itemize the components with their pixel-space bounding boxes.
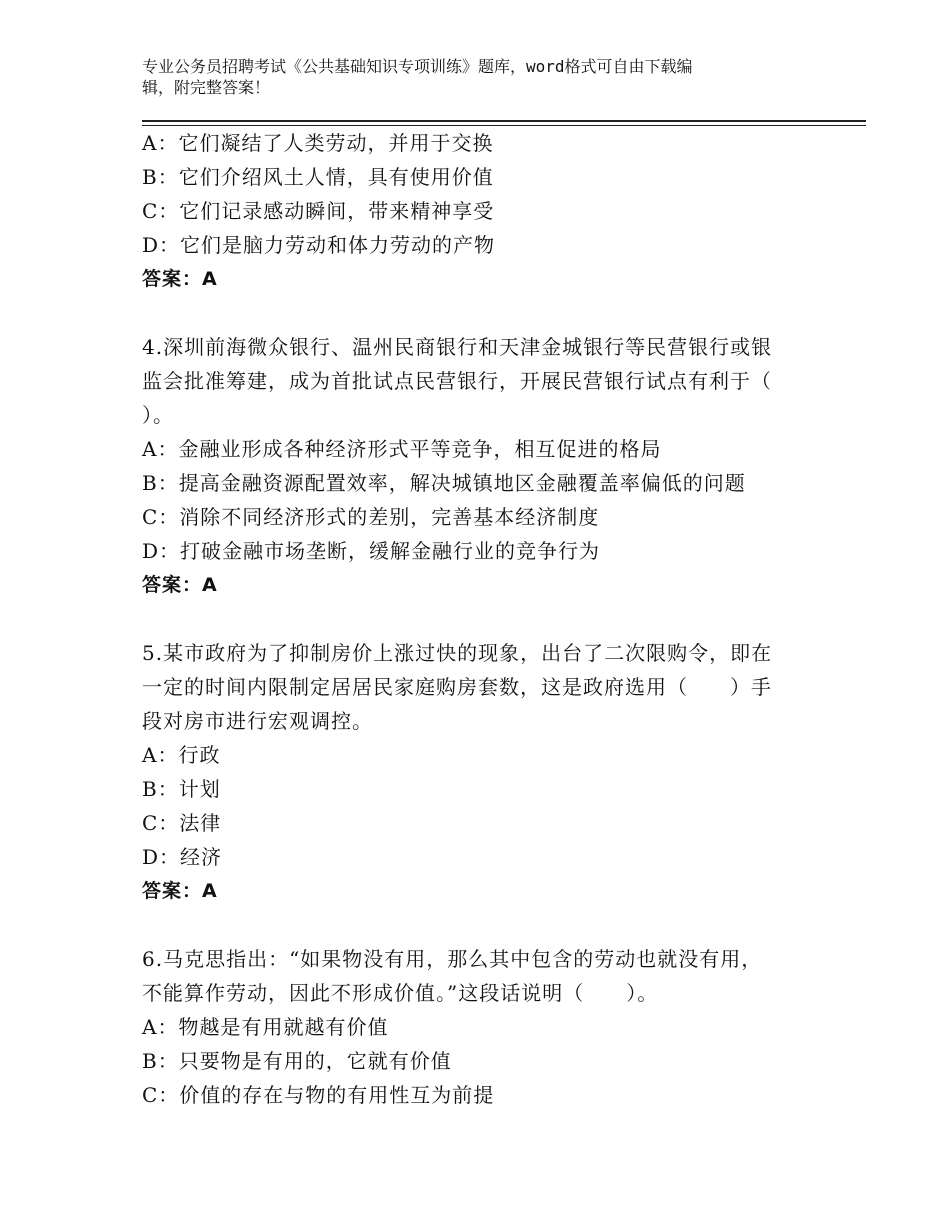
page-header [142,56,792,98]
option-a: A：物越是有用就越有价值 [142,1015,389,1039]
question-stem-line: 一定的时间内限制定居居民家庭购房套数，这是政府选用（ ）手 [142,675,772,699]
answer-label: 答案：A [142,574,218,596]
option-d: D：经济 [142,845,223,869]
answer-label: 答案：A [142,880,218,902]
question-stem-line: 4.深圳前海微众银行、温州民商银行和天津金城银行等民营银行或银 [142,335,773,359]
spacer [142,296,802,330]
header-divider-thick [142,120,866,122]
option-a: A：它们凝结了人类劳动，并用于交换 [142,131,494,155]
question-4 [142,330,802,602]
question-stem-line: 6.马克思指出：“如果物没有用，那么其中包含的劳动也就没有用， [142,947,763,971]
question-stem-line: 5.某市政府为了抑制房价上涨过快的现象，出台了二次限购令，即在 [142,641,773,665]
option-b: B：提高金融资源配置效率，解决城镇地区金融覆盖率偏低的问题 [142,471,746,495]
header-line-2: 辑，附完整答案！ [142,78,271,97]
option-b: B：它们介绍风土人情，具有使用价值 [142,165,494,189]
question-5 [142,636,802,908]
option-a: A：行政 [142,743,221,767]
question-6 [142,942,802,1112]
question-3 [142,126,802,296]
spacer [142,602,802,636]
answer-label: 答案：A [142,268,218,290]
option-b: B：计划 [142,777,221,801]
option-c: C：消除不同经济形式的差别，完善基本经济制度 [142,505,600,529]
question-stem-line: 段对房市进行宏观调控。 [142,709,373,733]
option-c: C：法律 [142,811,222,835]
option-d: D：它们是脑力劳动和体力劳动的产物 [142,233,496,257]
question-stem-line: 监会批准筹建，成为首批试点民营银行，开展民营银行试点有利于（ [142,369,772,393]
option-b: B：只要物是有用的，它就有价值 [142,1049,452,1073]
question-stem-line: ）。 [142,403,174,427]
option-c: C：价值的存在与物的有用性互为前提 [142,1083,495,1107]
spacer [142,908,802,942]
question-list [142,126,802,1112]
question-stem-line: 不能算作劳动，因此不形成价值。”这段话说明（ ）。 [142,981,659,1005]
option-c: C：它们记录感动瞬间，带来精神享受 [142,199,495,223]
option-a: A：金融业形成各种经济形式平等竞争，相互促进的格局 [142,437,662,461]
header-line-1: 专业公务员招聘考试《公共基础知识专项训练》题库，word格式可自由下载编 [142,57,693,76]
option-d: D：打破金融市场垄断，缓解金融行业的竞争行为 [142,539,601,563]
